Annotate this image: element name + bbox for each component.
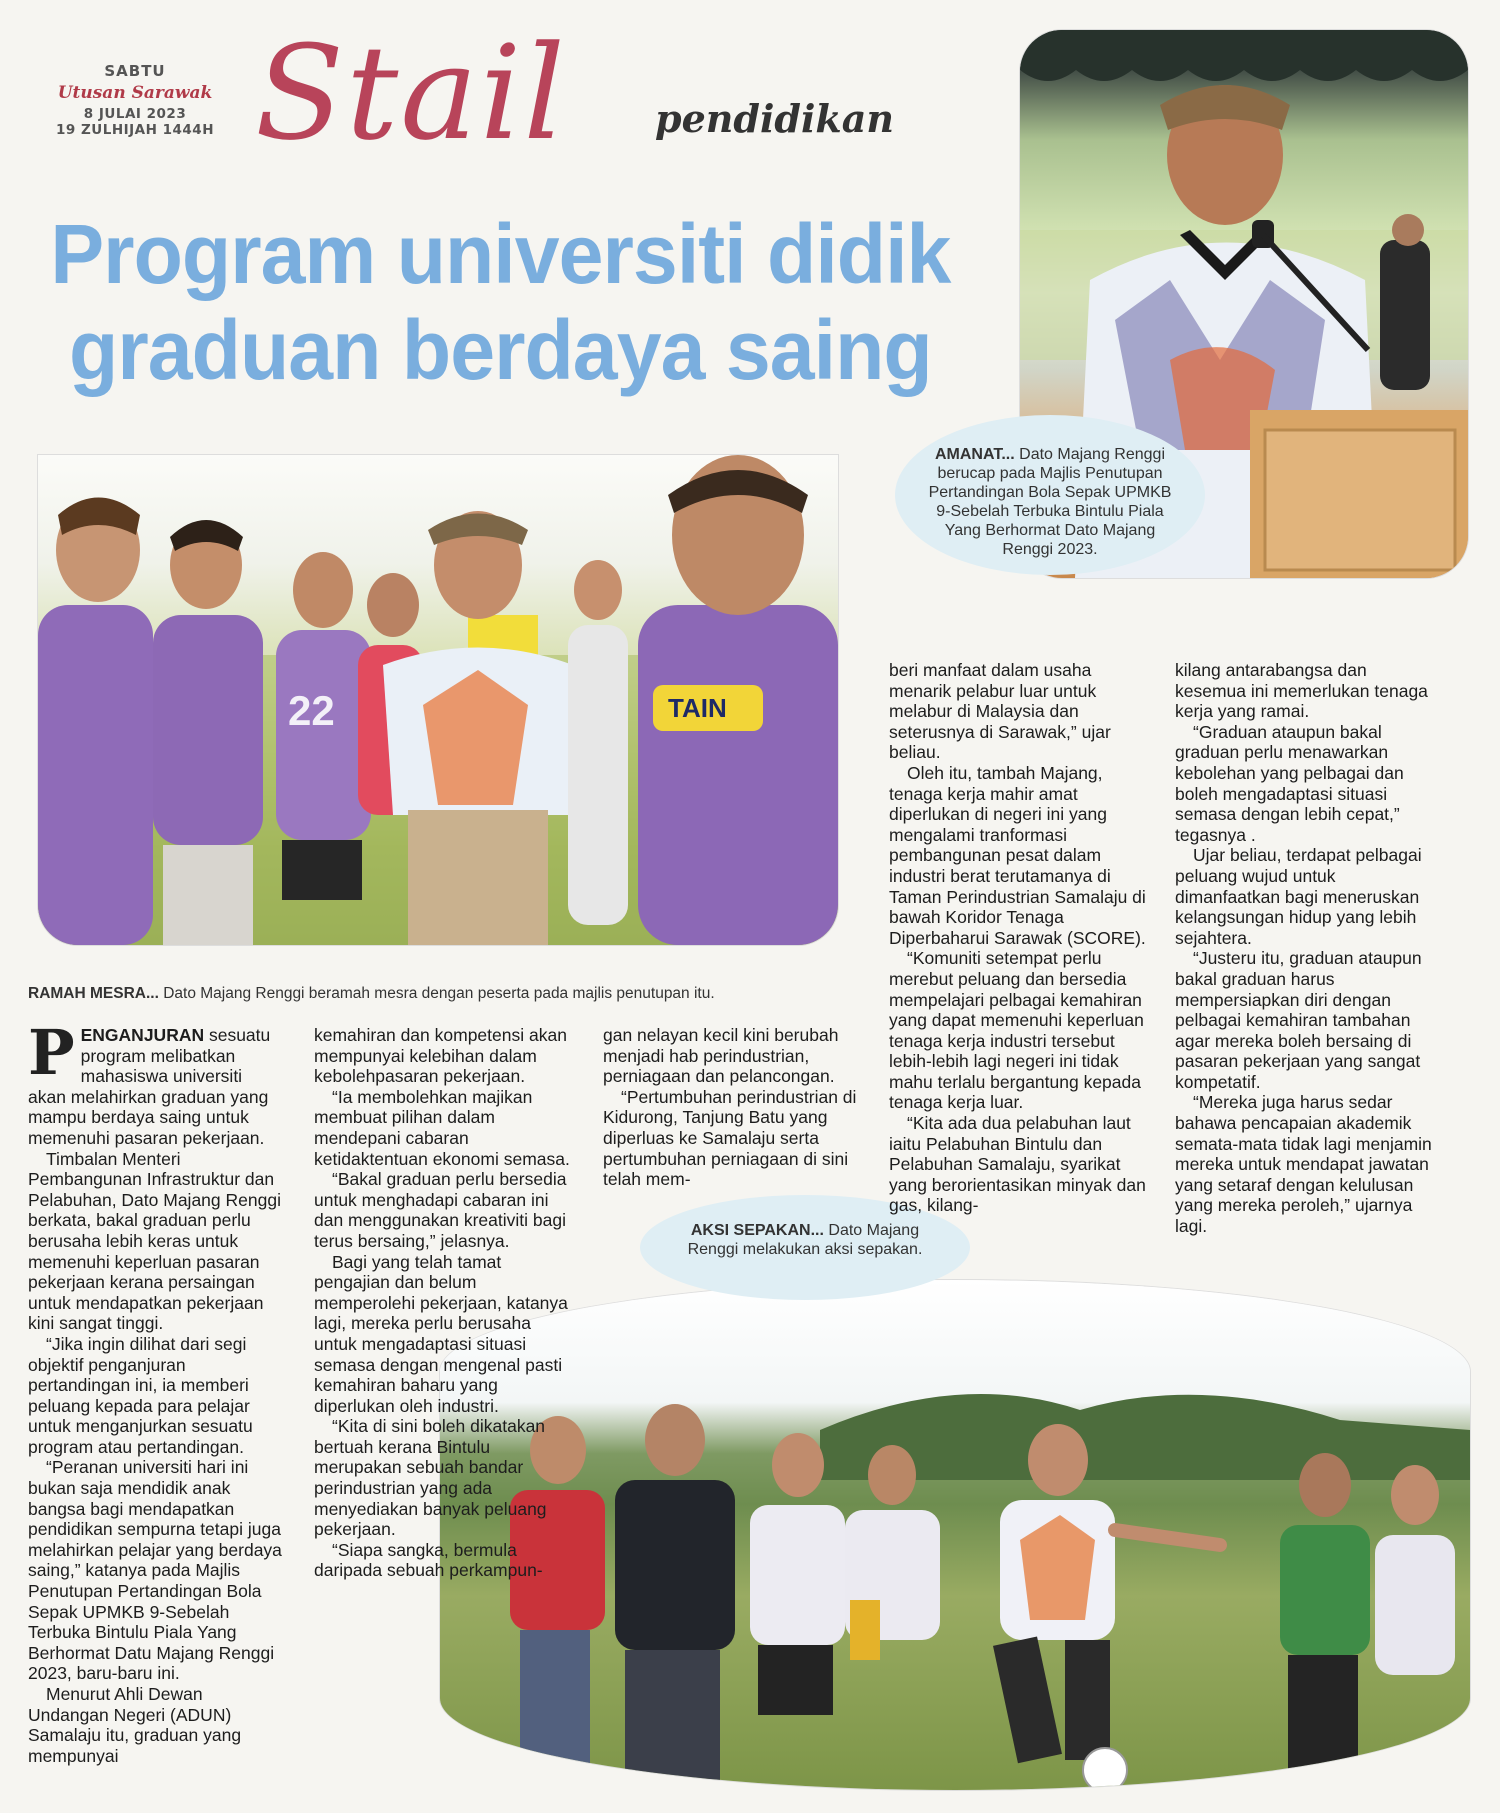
- official-right: [568, 560, 628, 925]
- article-paragraph: “Jika ingin dilihat dari segi objektif penganjuran pertandingan ini, ia memberi peluang kepada para pelajar untuk menganjurkan sesuatu program atau pertandingan.: [28, 1333, 253, 1457]
- article-paragraph: “Komuniti setempat perlu merebut peluang dan bersedia mempelajari pelbagai kemahiran yang dapat memenuhi keperluan tenaga kerja industri tersebut lebih-lebih lagi negeri ini tidak mahu terlalu bergantung kepada tenaga kerja luar.: [889, 948, 1144, 1113]
- article-column-5: [1175, 660, 1437, 1237]
- article-paragraph: “Mereka juga harus sedar bahawa pencapaian akademik semata-mata tidak lagi menjamin mereka untuk mendapat jawatan yang setaraf dengan kelulusan yang mereka peroleh,” ujarnya lagi.: [1175, 1092, 1432, 1237]
- article-paragraph: Ujar beliau, terdapat pelbagai peluang wujud untuk dimanfaatkan bagi meneruskan kelangsungan hidup yang lebih sejahtera.: [1175, 845, 1422, 948]
- handshake-photo-scene: [38, 455, 838, 945]
- article-paragraph: gan nelayan kecil kini berubah menjadi hab perindustrian, perniagaan dan pelancongan.: [603, 1025, 839, 1087]
- caption-ramah-lead: RAMAH MESRA...: [28, 985, 159, 1002]
- article-column-4: [889, 660, 1157, 1216]
- article-paragraph: Timbalan Menteri Pembangunan Infrastruktur dan Pelabuhan, Dato Majang Renggi berkata, bakal graduan perlu berusaha lebih keras untuk memenuhi keperluan pasaran pekerjaan kerana persaingan untuk mendapatkan pekerjaan kini sangat tinggi.: [28, 1148, 281, 1334]
- masthead-dateline: [40, 62, 230, 138]
- article-paragraph: beri manfaat dalam usaha menarik pelabur luar untuk melabur di Malaysia dan seterusnya di Sarawak,” ujar beliau.: [889, 660, 1111, 763]
- referee-green: [1280, 1453, 1370, 1775]
- person-black-jacket: [615, 1404, 735, 1780]
- article-paragraph: “Kita ada dua pelabuhan laut iaitu Pelabuhan Bintulu dan Pelabuhan Samalaju, syarikat yang berorientasikan minyak dan gas, kilang-: [889, 1113, 1146, 1216]
- newspaper-logo: Utusan Sarawak: [57, 83, 213, 103]
- article-paragraph: Oleh itu, tambah Majang, tenaga kerja mahir amat diperlukan di negeri ini yang mengalami tranformasi pembangunan pesat dalam industri berat terutamanya di Taman Perindustrian Samalaju di bawah Koridor Tenaga Diperbaharui Sarawak (SCORE).: [889, 762, 1146, 948]
- headline-line-1: Program universiti didik: [50, 207, 951, 301]
- captain-right: [638, 455, 838, 945]
- article-paragraph: [28, 1016, 282, 1149]
- headline: [30, 206, 971, 398]
- drop-cap: P: [28, 1016, 75, 1089]
- section-title: Stail: [255, 17, 567, 169]
- masthead-day: SABTU: [104, 62, 166, 80]
- jersey-number: 22: [288, 687, 335, 734]
- caption-amanat: [895, 415, 1205, 575]
- masthead-hijri-date: 19 ZULHIJAH 1444H: [55, 122, 214, 138]
- headline-line-2: graduan berdaya saing: [69, 303, 932, 397]
- article-paragraph: “Graduan ataupun bakal graduan perlu menawarkan kebolehan yang pelbagai dan boleh mengadaptasi situasi semasa dengan lebih cepat,” tegasnya .: [1175, 721, 1404, 845]
- kick-photo-scene: [440, 1280, 1470, 1790]
- caption-ramah-text: Dato Majang Renggi beramah mesra dengan peserta pada majlis penutupan itu.: [158, 985, 715, 1002]
- article-paragraph: “Justeru itu, graduan ataupun bakal graduan harus mempersiapkan diri dengan pelbagai kemahiran tambahan agar mereka boleh bersaing di pasaran pekerjaan yang sangat kompetatif.: [1175, 948, 1422, 1092]
- caption-amanat-text: Dato Majang Renggi berucap pada Majlis Penutupan Pertandingan Bola Sepak UPMKB 9-Sebelah Terbuka Bintulu Piala Yang Berhormat Dato Majang Renggi 2023.: [928, 446, 1172, 558]
- article-column-1: [28, 1016, 282, 1766]
- article-paragraph: kilang antarabangsa dan kesemua ini memerlukan tenaga kerja yang ramai.: [1175, 660, 1428, 722]
- article-paragraph: “Ia membolehkan majikan membuat pilihan dalam mendepani cabaran ketidaktentuan ekonomi semasa.: [314, 1086, 570, 1169]
- masthead-date: 8 JULAI 2023: [83, 106, 187, 122]
- article-paragraph: “Bakal graduan perlu bersedia untuk menghadapi cabaran ini dan menggunakan kreativiti bagi terus bersaing,” jelasnya.: [314, 1169, 567, 1251]
- article-paragraph: kemahiran dan kompetensi akan mempunyai kelebihan dalam kebolehpasaran pekerjaan.: [314, 1025, 567, 1087]
- article-column-3: [603, 1025, 865, 1190]
- handshake-photo: [38, 455, 838, 945]
- player-right-women: [1375, 1465, 1455, 1675]
- article-paragraph: “Pertumbuhan perindustrian di Kidurong, Tanjung Batu yang diperluas ke Samalaju serta pertumbuhan perniagaan di sini telah mem-: [603, 1086, 857, 1190]
- article-paragraph: “Siapa sangka, bermula daripada sebuah perkampun-: [314, 1539, 543, 1581]
- article-paragraph: Bagi yang telah tamat pengajian dan belum memperolehi pekerjaan, katanya lagi, mereka perlu berusaha untuk mengadaptasi situasi semasa dengan mengenal pasti kemahiran baharu yang diperlukan oleh industri.: [314, 1251, 568, 1416]
- captain-armband-text: TAIN: [668, 693, 727, 723]
- caption-amanat-lead: AMANAT...: [934, 446, 1015, 463]
- section-subtitle: pendidikan: [655, 96, 894, 141]
- caption-aksi-text: Dato Majang Renggi melakukan aksi sepakan.: [687, 1222, 923, 1258]
- kick-photo: [440, 1280, 1470, 1790]
- article-paragraph: “Peranan universiti hari ini bukan saja mendidik anak bangsa bagi mendapatkan pendidikan sempurna tetapi juga melahirkan pelajar yang berdaya saing,” katanya pada Majlis Penutupan Pertandingan Bola Sepak UPMKB 9-Sebelah Terbuka Bintulu Piala Yang Berhormat Datu Majang Renggi 2023, baru-baru ini.: [28, 1457, 282, 1684]
- player-left-3: [276, 552, 371, 900]
- article-lead-word: ENGANJURAN: [80, 1025, 205, 1045]
- article-column-2: [314, 1025, 572, 1581]
- caption-ramah: [28, 985, 715, 1003]
- player-left-1: [38, 498, 153, 946]
- article-text: sesuatu program melibatkan mahasiswa universiti akan melahirkan graduan yang mampu berdaya saing untuk memenuhi pasaran pekerjaan.: [28, 1025, 271, 1148]
- article-paragraph: Menurut Ahli Dewan Undangan Negeri (ADUN) Samalaju itu, graduan yang mempunyai: [28, 1684, 242, 1766]
- player-left-2: [153, 520, 263, 945]
- article-paragraph: “Kita di sini boleh dikatakan bertuah kerana Bintulu merupakan sebuah bandar perindustrian yang ada menyediakan banyak peluang pekerjaan.: [314, 1416, 547, 1540]
- caption-aksi-lead: AKSI SEPAKAN...: [690, 1222, 824, 1239]
